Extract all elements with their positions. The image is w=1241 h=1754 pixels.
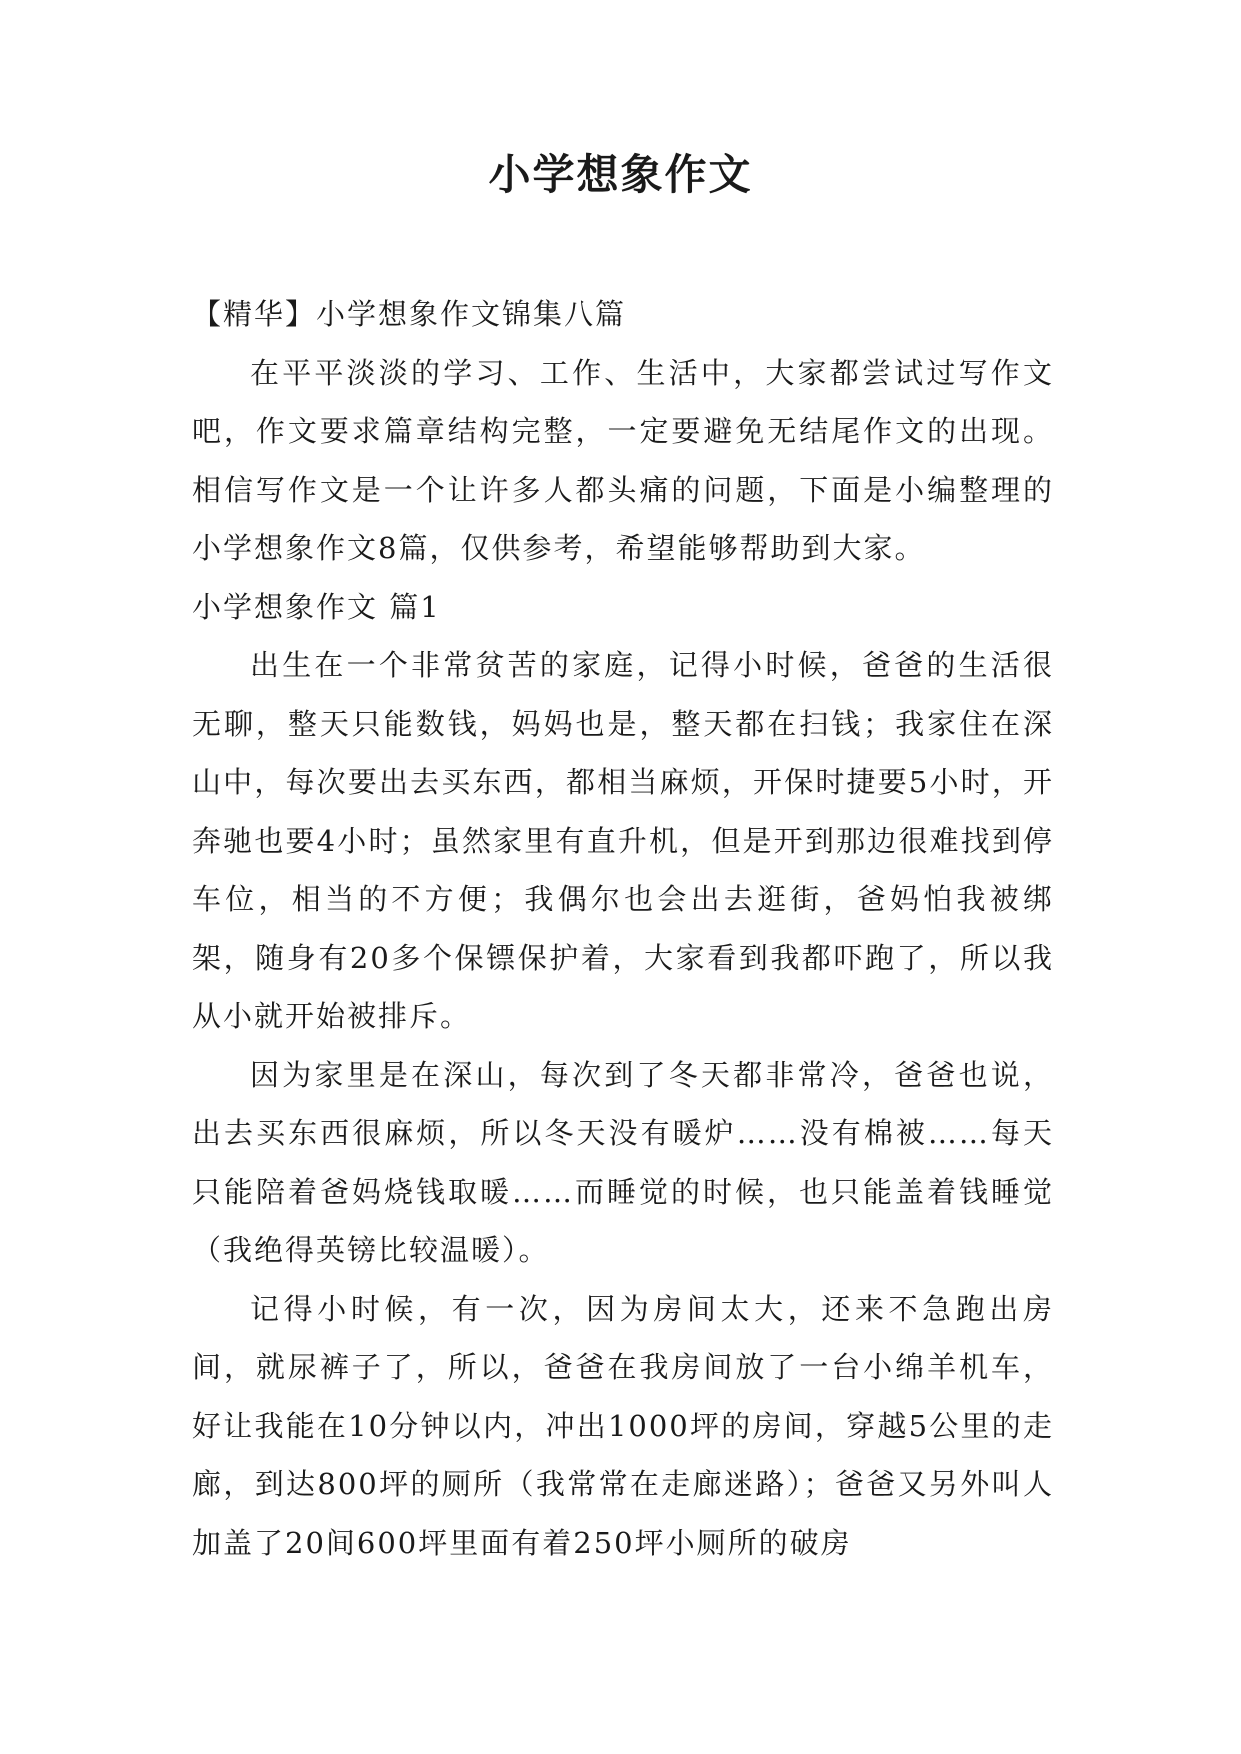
document-subtitle: 【精华】小学想象作文锦集八篇 — [192, 297, 627, 331]
body-paragraph: 出生在一个非常贫苦的家庭，记得小时候，爸爸的生活很无聊，整天只能数钱，妈妈也是，整天都在扫钱；我家住在深山中，每次要出去买东西，都相当麻烦，开保时捷要5小时，开奔驰也要4小时；虽然家里有直升机，但是开到那边很难找到停车位，相当的不方便；我偶尔也会出去逛街，爸妈怕我被绑架，随身有20多个保镖保护着，大家看到我都吓跑了，所以我从小就开始被排斥。 — [192, 648, 1054, 1033]
document-title: 小学想象作文 — [488, 150, 753, 199]
document-body — [192, 285, 1054, 1572]
body-paragraph: 因为家里是在深山，每次到了冬天都非常冷，爸爸也说，出去买东西很麻烦，所以冬天没有暖炉……没有棉被……每天只能陪着爸妈烧钱取暖……而睡觉的时候，也只能盖着钱睡觉（我绝得英镑比较温暖）。 — [192, 1057, 1054, 1267]
intro-paragraph: 在平平淡淡的学习、工作、生活中，大家都尝试过写作文吧，作文要求篇章结构完整，一定要避免无结尾作文的出现。相信写作文是一个让许多人都头痛的问题，下面是小编整理的小学想象作文8篇，仅供参考，希望能够帮助到大家。 — [192, 355, 1054, 565]
body-paragraph: 记得小时候，有一次，因为房间太大，还来不急跑出房间，就尿裤子了，所以，爸爸在我房间放了一台小绵羊机车，好让我能在10分钟以内，冲出1000坪的房间，穿越5公里的走廊，到达800坪的厕所（我常常在走廊迷路）；爸爸又另外叫人加盖了20间600坪里面有着250坪小厕所的破房 — [192, 1291, 1054, 1560]
section-heading: 小学想象作文 篇1 — [192, 589, 441, 624]
